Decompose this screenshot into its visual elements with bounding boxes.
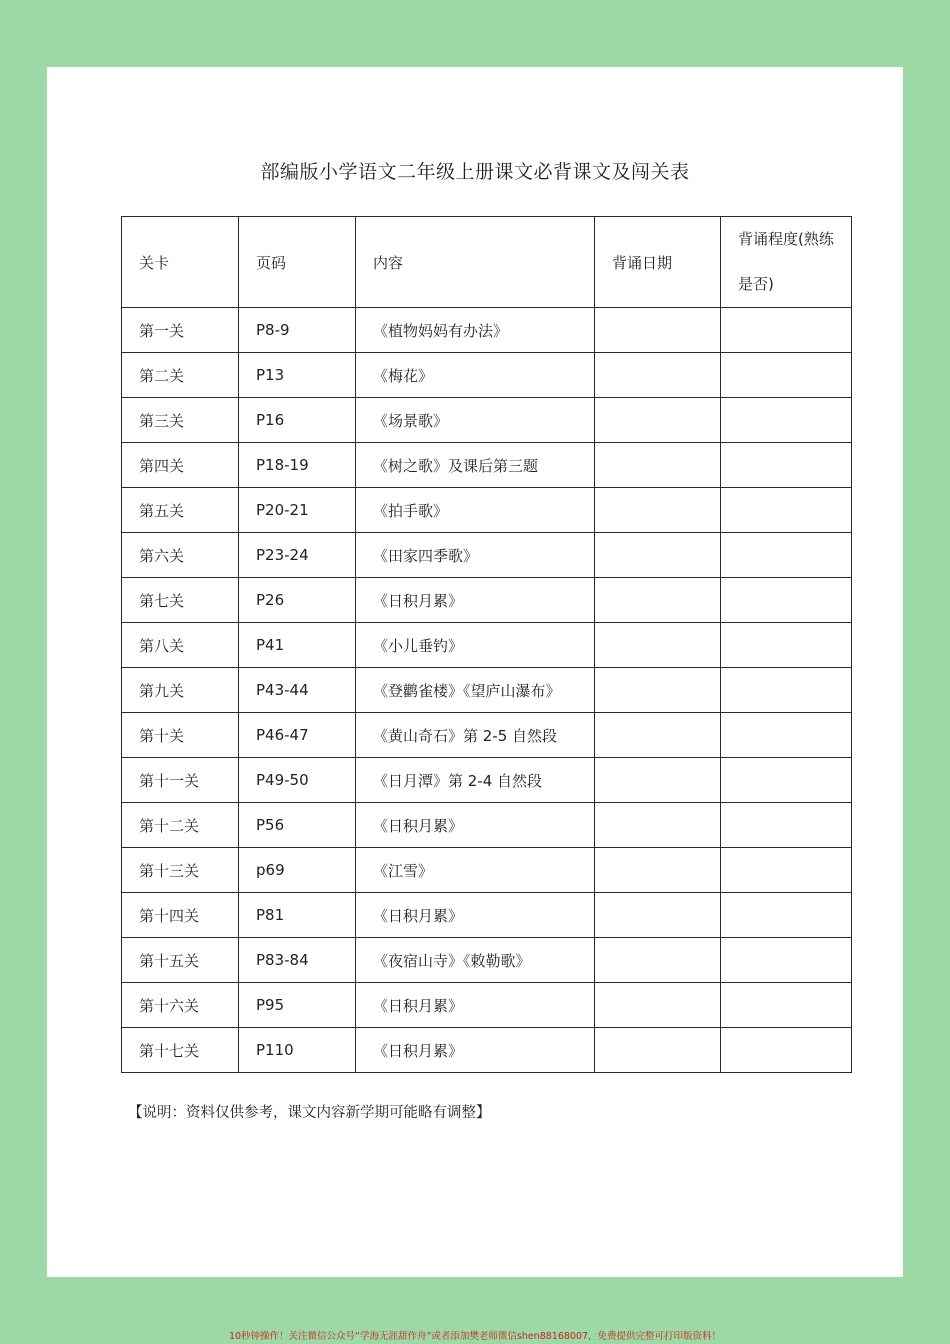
cell-level: 第十四关	[122, 893, 239, 938]
header-date: 背诵日期	[595, 217, 721, 308]
cell-date[interactable]	[595, 398, 721, 443]
cell-level: 第九关	[122, 668, 239, 713]
cell-page: P81	[239, 893, 356, 938]
cell-content: 《树之歌》及课后第三题	[356, 443, 595, 488]
cell-level: 第十二关	[122, 803, 239, 848]
cell-level: 第十关	[122, 713, 239, 758]
table-row	[122, 803, 852, 848]
cell-content: 《日积月累》	[356, 803, 595, 848]
cell-content: 《日积月累》	[356, 1028, 595, 1073]
table-row	[122, 308, 852, 353]
cell-proficiency[interactable]	[721, 398, 852, 443]
cell-page: P49-50	[239, 758, 356, 803]
cell-proficiency[interactable]	[721, 353, 852, 398]
cell-date[interactable]	[595, 803, 721, 848]
table-row	[122, 623, 852, 668]
note-text: 【说明：资料仅供参考，课文内容新学期可能略有调整】	[128, 1105, 491, 1121]
cell-level: 第四关	[122, 443, 239, 488]
checklist-table	[121, 216, 852, 1073]
table-row	[122, 578, 852, 623]
cell-level: 第六关	[122, 533, 239, 578]
table-row	[122, 938, 852, 983]
header-proficiency: 背诵程度(熟练是否)	[721, 217, 852, 308]
cell-content: 《小儿垂钓》	[356, 623, 595, 668]
cell-level: 第七关	[122, 578, 239, 623]
table-row	[122, 533, 852, 578]
cell-date[interactable]	[595, 443, 721, 488]
table-row	[122, 398, 852, 443]
cell-proficiency[interactable]	[721, 443, 852, 488]
cell-content: 《登鹳雀楼》《望庐山瀑布》	[356, 668, 595, 713]
cell-date[interactable]	[595, 578, 721, 623]
cell-content: 《日积月累》	[356, 983, 595, 1028]
cell-content: 《场景歌》	[356, 398, 595, 443]
cell-content: 《黄山奇石》第 2-5 自然段	[356, 713, 595, 758]
cell-page: P46-47	[239, 713, 356, 758]
cell-date[interactable]	[595, 983, 721, 1028]
cell-level: 第十三关	[122, 848, 239, 893]
cell-level: 第十一关	[122, 758, 239, 803]
cell-level: 第十六关	[122, 983, 239, 1028]
cell-page: P26	[239, 578, 356, 623]
table-row	[122, 353, 852, 398]
cell-content: 《田家四季歌》	[356, 533, 595, 578]
cell-proficiency[interactable]	[721, 713, 852, 758]
cell-content: 《日积月累》	[356, 893, 595, 938]
cell-level: 第十五关	[122, 938, 239, 983]
cell-date[interactable]	[595, 938, 721, 983]
header-page: 页码	[239, 217, 356, 308]
table-row	[122, 1028, 852, 1073]
cell-proficiency[interactable]	[721, 533, 852, 578]
cell-page: p69	[239, 848, 356, 893]
cell-proficiency[interactable]	[721, 578, 852, 623]
cell-content: 《夜宿山寺》《敕勒歌》	[356, 938, 595, 983]
table-row	[122, 758, 852, 803]
cell-level: 第五关	[122, 488, 239, 533]
cell-level: 第一关	[122, 308, 239, 353]
cell-level: 第八关	[122, 623, 239, 668]
table-row	[122, 488, 852, 533]
cell-date[interactable]	[595, 848, 721, 893]
cell-proficiency[interactable]	[721, 848, 852, 893]
cell-date[interactable]	[595, 668, 721, 713]
cell-date[interactable]	[595, 353, 721, 398]
cell-level: 第十七关	[122, 1028, 239, 1073]
cell-date[interactable]	[595, 488, 721, 533]
cell-page: P23-24	[239, 533, 356, 578]
cell-proficiency[interactable]	[721, 983, 852, 1028]
cell-content: 《日月潭》第 2-4 自然段	[356, 758, 595, 803]
cell-proficiency[interactable]	[721, 758, 852, 803]
cell-date[interactable]	[595, 1028, 721, 1073]
footer-notice: 10秒钟操作！关注微信公众号“学海无涯甜作舟”或者添加樊老师微信shen88168007，免费提供完整可打印版资料！	[228, 1331, 722, 1342]
cell-page: P83-84	[239, 938, 356, 983]
header-content: 内容	[356, 217, 595, 308]
cell-page: P43-44	[239, 668, 356, 713]
table-row	[122, 893, 852, 938]
header-level: 关卡	[122, 217, 239, 308]
cell-level: 第二关	[122, 353, 239, 398]
cell-page: P13	[239, 353, 356, 398]
cell-page: P95	[239, 983, 356, 1028]
table-row	[122, 983, 852, 1028]
cell-date[interactable]	[595, 533, 721, 578]
cell-date[interactable]	[595, 893, 721, 938]
cell-date[interactable]	[595, 758, 721, 803]
cell-proficiency[interactable]	[721, 803, 852, 848]
cell-page: P20-21	[239, 488, 356, 533]
cell-proficiency[interactable]	[721, 1028, 852, 1073]
table-row	[122, 668, 852, 713]
cell-content: 《日积月累》	[356, 578, 595, 623]
cell-content: 《梅花》	[356, 353, 595, 398]
cell-proficiency[interactable]	[721, 668, 852, 713]
cell-content: 《江雪》	[356, 848, 595, 893]
cell-page: P18-19	[239, 443, 356, 488]
table-row	[122, 713, 852, 758]
table-row	[122, 443, 852, 488]
table-row	[122, 848, 852, 893]
cell-date[interactable]	[595, 308, 721, 353]
cell-page: P41	[239, 623, 356, 668]
cell-date[interactable]	[595, 713, 721, 758]
cell-content: 《拍手歌》	[356, 488, 595, 533]
cell-proficiency[interactable]	[721, 938, 852, 983]
cell-proficiency[interactable]	[721, 308, 852, 353]
cell-date[interactable]	[595, 623, 721, 668]
cell-page: P8-9	[239, 308, 356, 353]
page-title: 部编版小学语文二年级上册课文必背课文及闯关表	[260, 161, 690, 183]
cell-proficiency[interactable]	[721, 623, 852, 668]
cell-page: P110	[239, 1028, 356, 1073]
table-header-row	[122, 217, 852, 308]
cell-proficiency[interactable]	[721, 893, 852, 938]
cell-content: 《植物妈妈有办法》	[356, 308, 595, 353]
cell-level: 第三关	[122, 398, 239, 443]
cell-page: P56	[239, 803, 356, 848]
cell-proficiency[interactable]	[721, 488, 852, 533]
cell-page: P16	[239, 398, 356, 443]
